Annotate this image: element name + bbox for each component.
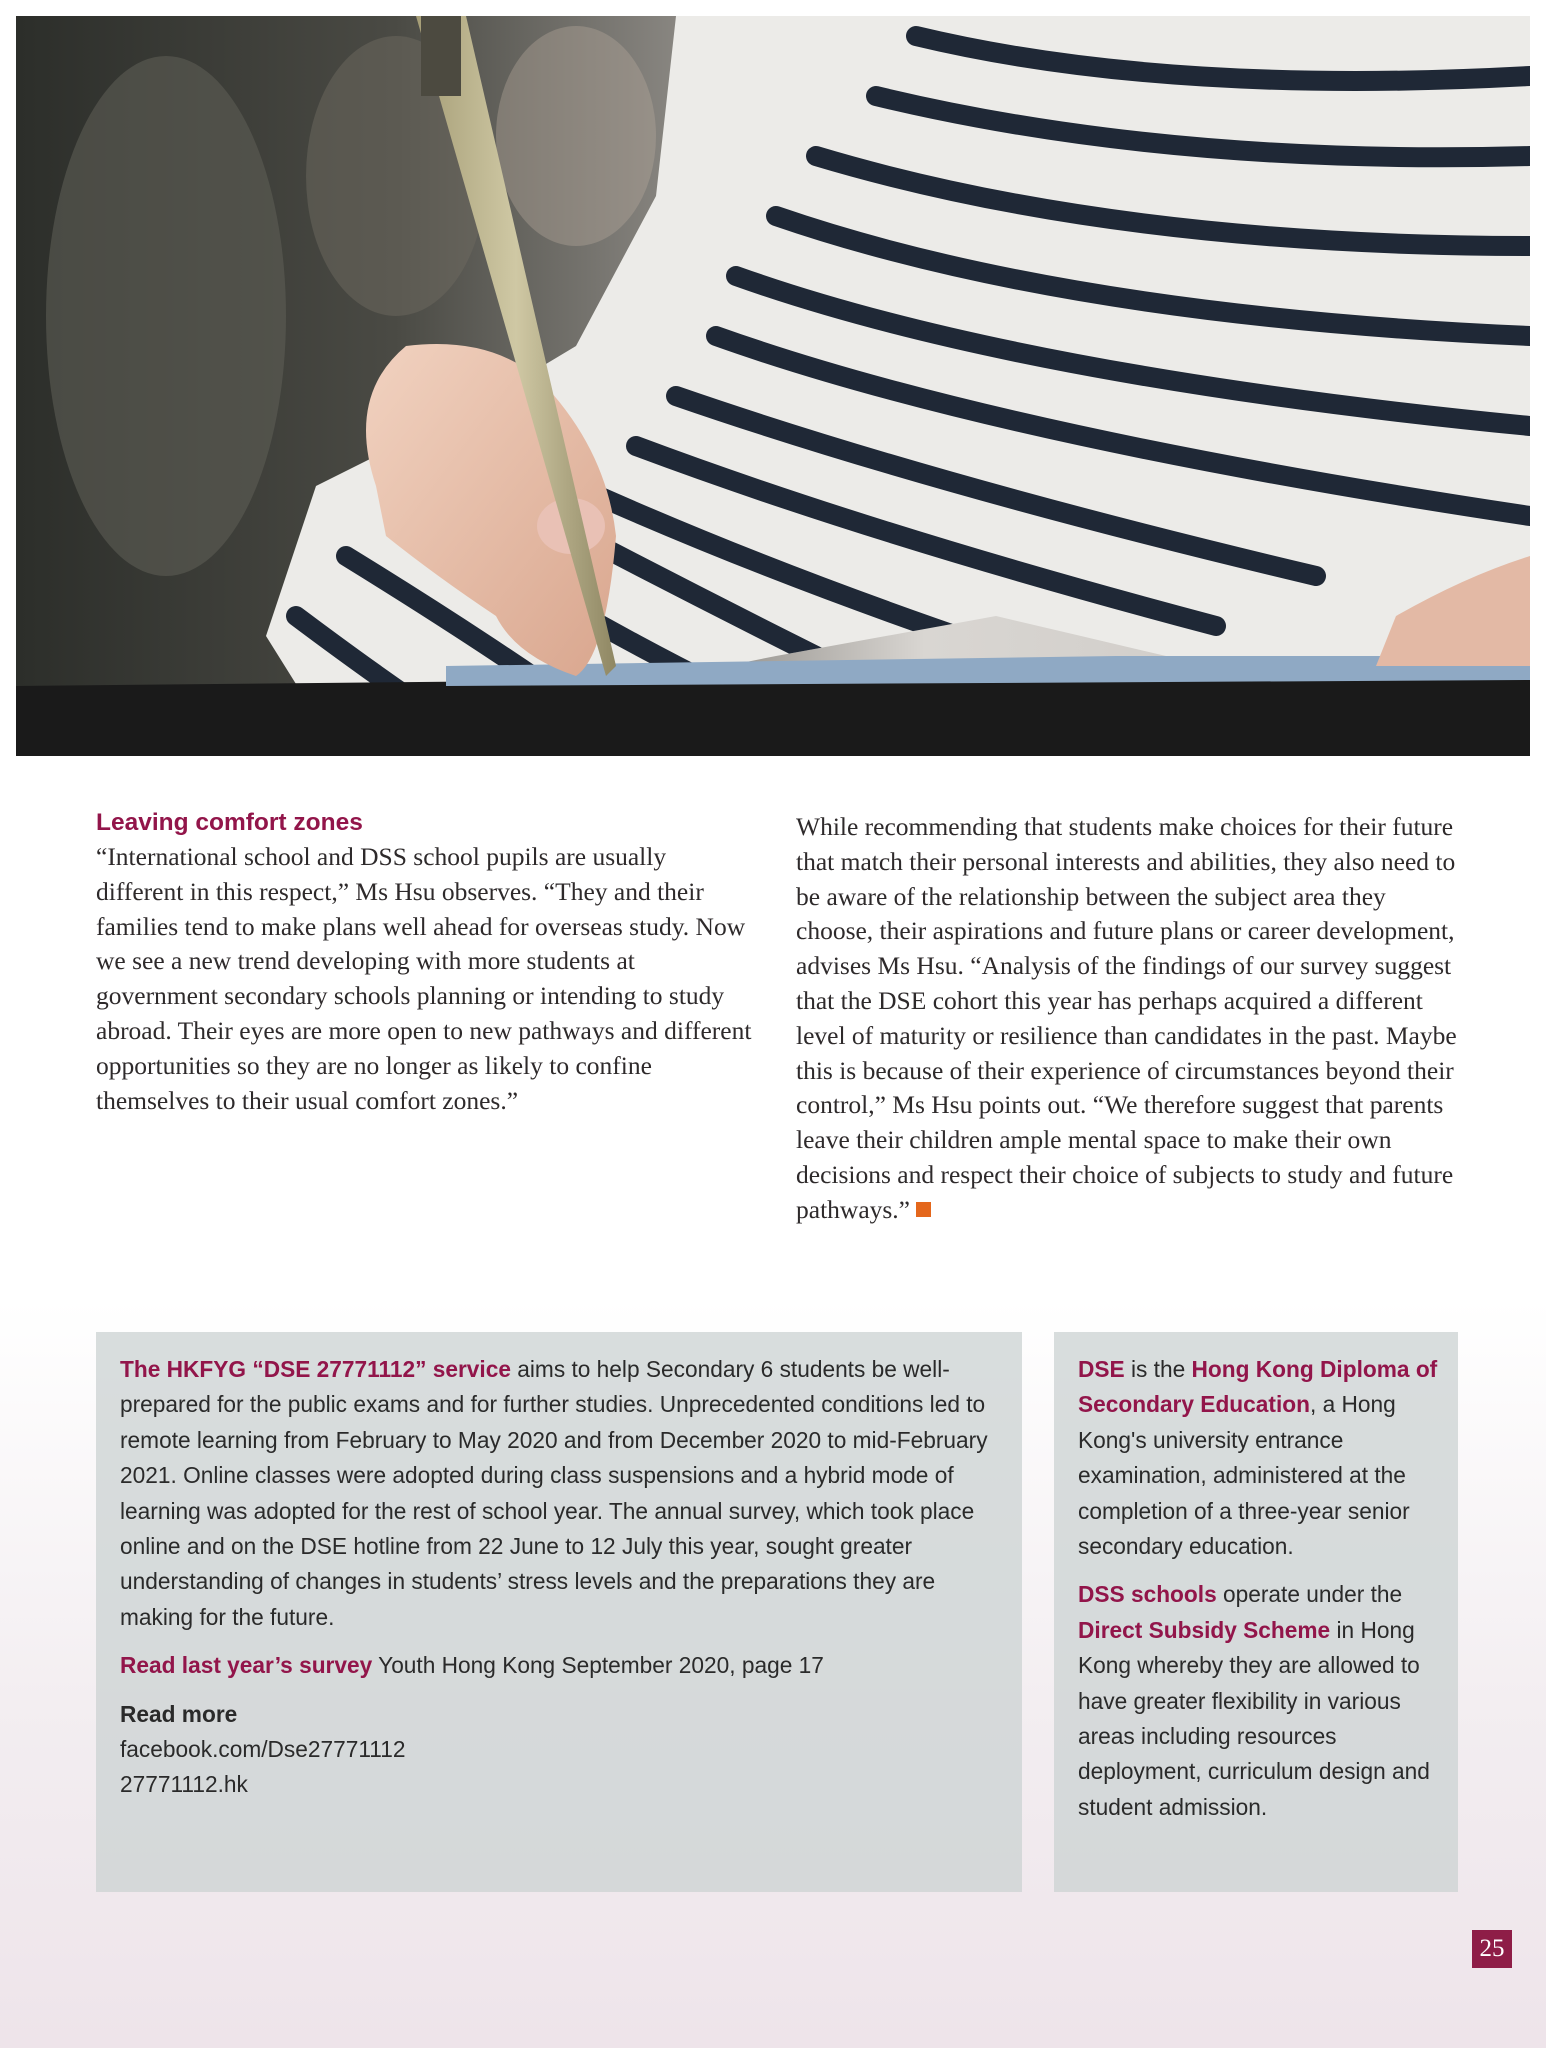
dss-term: DSS schools (1078, 1581, 1217, 1608)
definitions-box (1054, 1332, 1458, 1892)
service-info-box (96, 1332, 1022, 1892)
last-year-survey (120, 1648, 996, 1683)
dss-connector: operate under the (1216, 1581, 1403, 1608)
service-body: aims to help Secondary 6 students be well-prepared for the public exams and for further studies. Unprecedented conditions led to remote learning from February to May 2020 and from December 2020 to mid-February 2021. Online classes were adopted during class suspensions and a hybrid mode of learning was adopted for the rest of school year. The annual survey, which took place online and on the DSE hotline from 22 June to 12 July this year, sought greater understanding of changes in students’ stress levels and the preparations they are making for the future. (120, 1356, 988, 1630)
dse-connector: is the (1124, 1356, 1192, 1382)
section-heading: Leaving comfort zones (96, 809, 363, 836)
student-writing-illustration (16, 16, 1530, 756)
dse-description: , a Hong Kong's university entrance examination, administered at the completion of a three-year senior secondary education. (1078, 1391, 1410, 1560)
service-description (120, 1352, 996, 1635)
dss-description: in Hong Kong whereby they are allowed to have greater flexibility in various areas including resources deployment, curriculum design and student admission. (1078, 1616, 1430, 1820)
article-paragraph-left: “International school and DSS school pupils are usually different in this respect,” Ms Hsu observes. “They and their families tend to make plans well ahead for overseas study. Now we see a new trend developing with more students at government secondary schools planning or intending to study abroad. Their eyes are more open to new pathways and different opportunities so they are no longer as likely to confine themselves to their usual comfort zones.” (96, 842, 752, 1115)
page-number: 25 (1472, 1930, 1512, 1968)
article-left-column (96, 806, 756, 1118)
dse-full-name: Hong Kong Diploma of Secondary Education (1078, 1356, 1438, 1418)
dse-definition (1078, 1352, 1438, 1564)
last-year-survey-reference: Youth Hong Kong September 2020, page 17 (372, 1652, 824, 1679)
last-year-survey-label: Read last year’s survey (120, 1652, 373, 1679)
website-link[interactable]: 27771112.hk (120, 1771, 248, 1798)
dse-term: DSE (1078, 1356, 1125, 1382)
facebook-link[interactable]: facebook.com/Dse27771112 (120, 1736, 406, 1763)
end-of-article-square-icon (916, 1202, 931, 1217)
article-paragraph-right-text: While recommending that students make choices for their future that match their personal interests and abilities, they also need to be aware of the relationship between the subject area they choose, their aspirations and future plans or career development, advises Ms Hsu. “Analysis of the findings of our survey suggest that the DSE cohort this year has perhaps acquired a different level of maturity or resilience than candidates in the past. Maybe this is because of their experience of circumstances beyond their control,” Ms Hsu points out. “We therefore suggest that parents leave their children ample mental space to make their own decisions and respect their choice of subjects to study and future pathways.” (796, 812, 1457, 1224)
article-right-column (796, 810, 1468, 1228)
read-more-title: Read more (120, 1700, 238, 1727)
article-paragraph-right (796, 810, 1468, 1228)
dss-definition (1078, 1577, 1438, 1825)
hero-photo (16, 16, 1530, 756)
dss-full-name: Direct Subsidy Scheme (1078, 1616, 1331, 1643)
service-name: The HKFYG “DSE 27771112” service (120, 1356, 511, 1382)
